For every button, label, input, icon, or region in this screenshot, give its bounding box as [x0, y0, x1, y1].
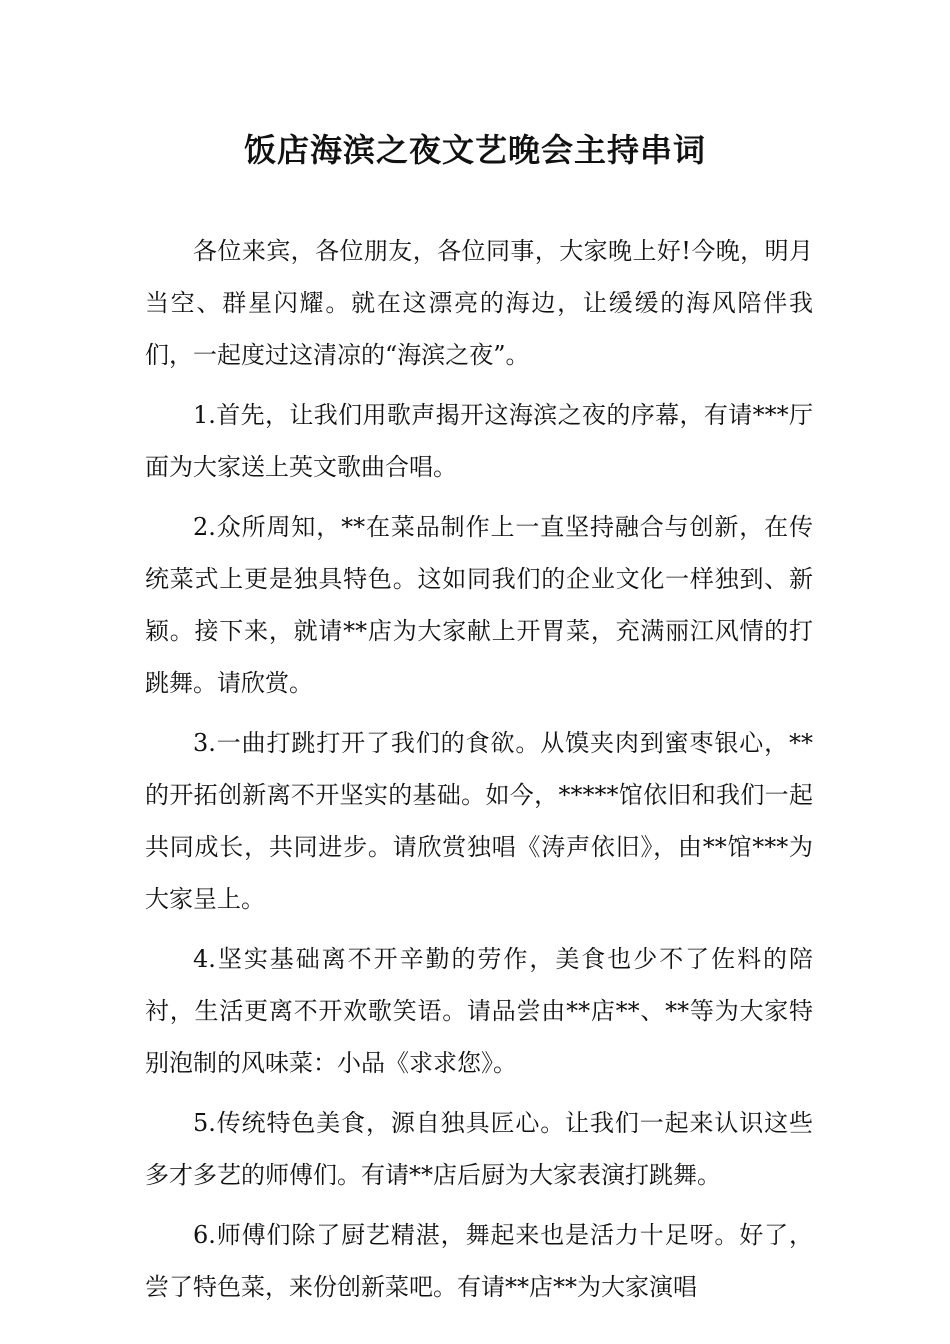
document-title: 饭店海滨之夜文艺晚会主持串词 — [243, 131, 706, 169]
document-body — [145, 225, 813, 1321]
paragraph-item-2: 2.众所周知，**在菜品制作上一直坚持融合与创新，在传统菜式上更是独具特色。这如同我们的企业文化一样独到、新颖。接下来，就请**店为大家献上开胃菜，充满丽江风情的打跳舞。请欣赏。 — [145, 513, 813, 697]
paragraph-item-3: 3.一曲打跳打开了我们的食欲。从馍夹肉到蜜枣银心，**的开拓创新离不开坚实的基础。如今，*****馆依旧和我们一起共同成长，共同进步。请欣赏独唱《涛声依旧》，由**馆***为大家呈上。 — [145, 729, 813, 913]
paragraph-intro: 各位来宾，各位朋友，各位同事，大家晚上好!今晚，明月当空、群星闪耀。就在这漂亮的海边，让缓缓的海风陪伴我们，一起度过这清凉的“海滨之夜”。 — [145, 237, 813, 369]
paragraph-item-1: 1.首先，让我们用歌声揭开这海滨之夜的序幕，有请***厅面为大家送上英文歌曲合唱。 — [145, 401, 813, 481]
paragraph-item-5: 5.传统特色美食，源自独具匠心。让我们一起来认识这些多才多艺的师傅们。有请**店后厨为大家表演打跳舞。 — [145, 1109, 813, 1189]
paragraph-item-6: 6.师傅们除了厨艺精湛，舞起来也是活力十足呀。好了，尝了特色菜，来份创新菜吧。有请**店**为大家演唱 — [145, 1221, 813, 1301]
paragraph-item-4: 4.坚实基础离不开辛勤的劳作，美食也少不了佐料的陪衬，生活更离不开欢歌笑语。请品尝由**店**、**等为大家特别泡制的风味菜：小品《求求您》。 — [145, 945, 813, 1077]
